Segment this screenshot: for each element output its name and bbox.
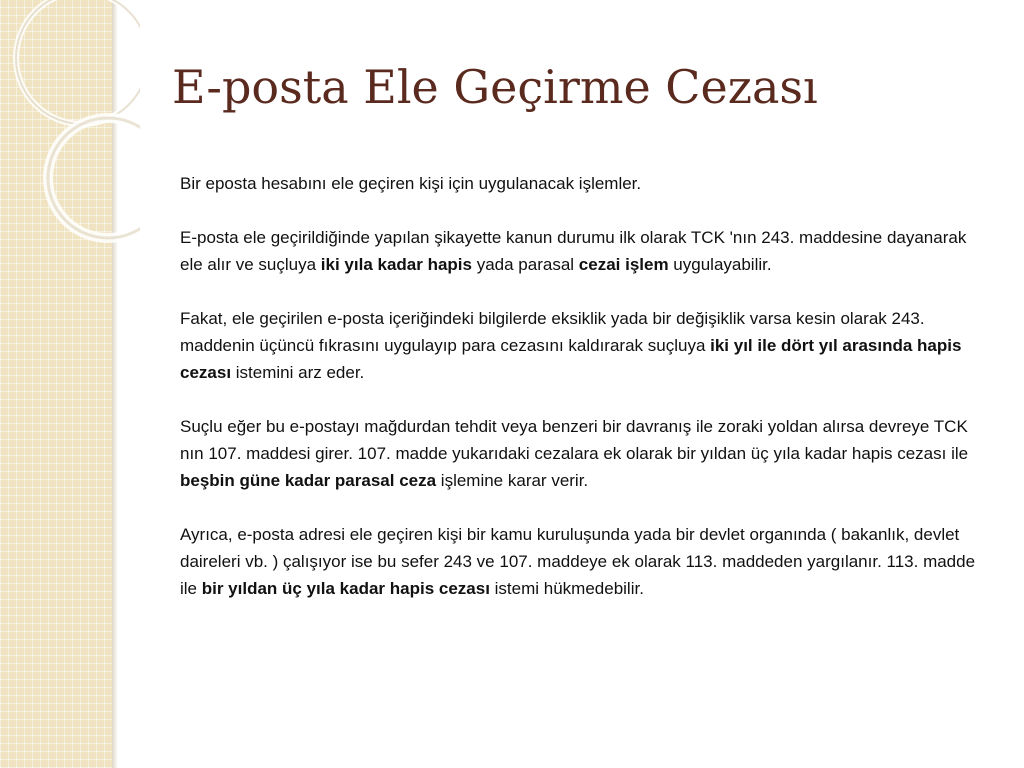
slide-body — [180, 170, 992, 629]
emphasis-text: cezai işlem — [578, 255, 669, 274]
slide-title: E-posta Ele Geçirme Cezası — [172, 60, 818, 114]
body-paragraph — [180, 413, 992, 494]
paragraph-text: Bir eposta hesabını ele geçiren kişi için uygulanacak işlemler. — [180, 174, 642, 193]
paragraph-text: Suçlu eğer bu e-postayı mağdurdan tehdit veya benzeri bir davranış ile zoraki yoldan alırsa devreye TCK nın 107. maddesi girer. 107. madde yukarıdaki cezalara ek olarak bir yıldan üç yıla kadar hapis cezası ile — [180, 417, 969, 463]
paragraph-text: yada parasal — [472, 255, 579, 274]
paragraph-text: uygulayabilir. — [668, 255, 772, 274]
decorative-rings-icon — [0, 0, 140, 260]
emphasis-text: beşbin güne kadar parasal ceza — [180, 471, 437, 490]
body-paragraph — [180, 224, 992, 278]
body-paragraph — [180, 305, 992, 386]
paragraph-text: E-posta ele geçirildiğinde yapılan şikayette kanun durumu ilk olarak TCK 'nın 243. maddesine dayanarak ele alır ve suçluya — [180, 228, 967, 274]
body-paragraph — [180, 521, 992, 602]
paragraph-text: istemini arz eder. — [231, 363, 365, 382]
emphasis-text: iki yıla kadar hapis — [320, 255, 472, 274]
paragraph-text: Ayrıca, e-posta adresi ele geçiren kişi bir kamu kuruluşunda yada bir devlet organında ( bakanlık, devlet daireleri vb. ) çalışıyor ise bu sefer 243 ve 107. maddeye ek olarak 113. maddeden yargılanır. 113. madde ile — [180, 525, 976, 598]
paragraph-text: Fakat, ele geçirilen e-posta içeriğindeki bilgilerde eksiklik yada bir değişiklik varsa kesin olarak 243. maddenin üçüncü fıkrasını uygulayıp para cezasını kaldırarak suçluya — [180, 309, 925, 355]
paragraph-text: işlemine karar verir. — [436, 471, 589, 490]
emphasis-text: bir yıldan üç yıla kadar hapis cezası — [201, 579, 490, 598]
body-paragraph — [180, 170, 992, 197]
paragraph-text: istemi hükmedebilir. — [489, 579, 644, 598]
emphasis-text: iki yıl ile dört yıl arasında hapis cezası — [180, 336, 962, 382]
